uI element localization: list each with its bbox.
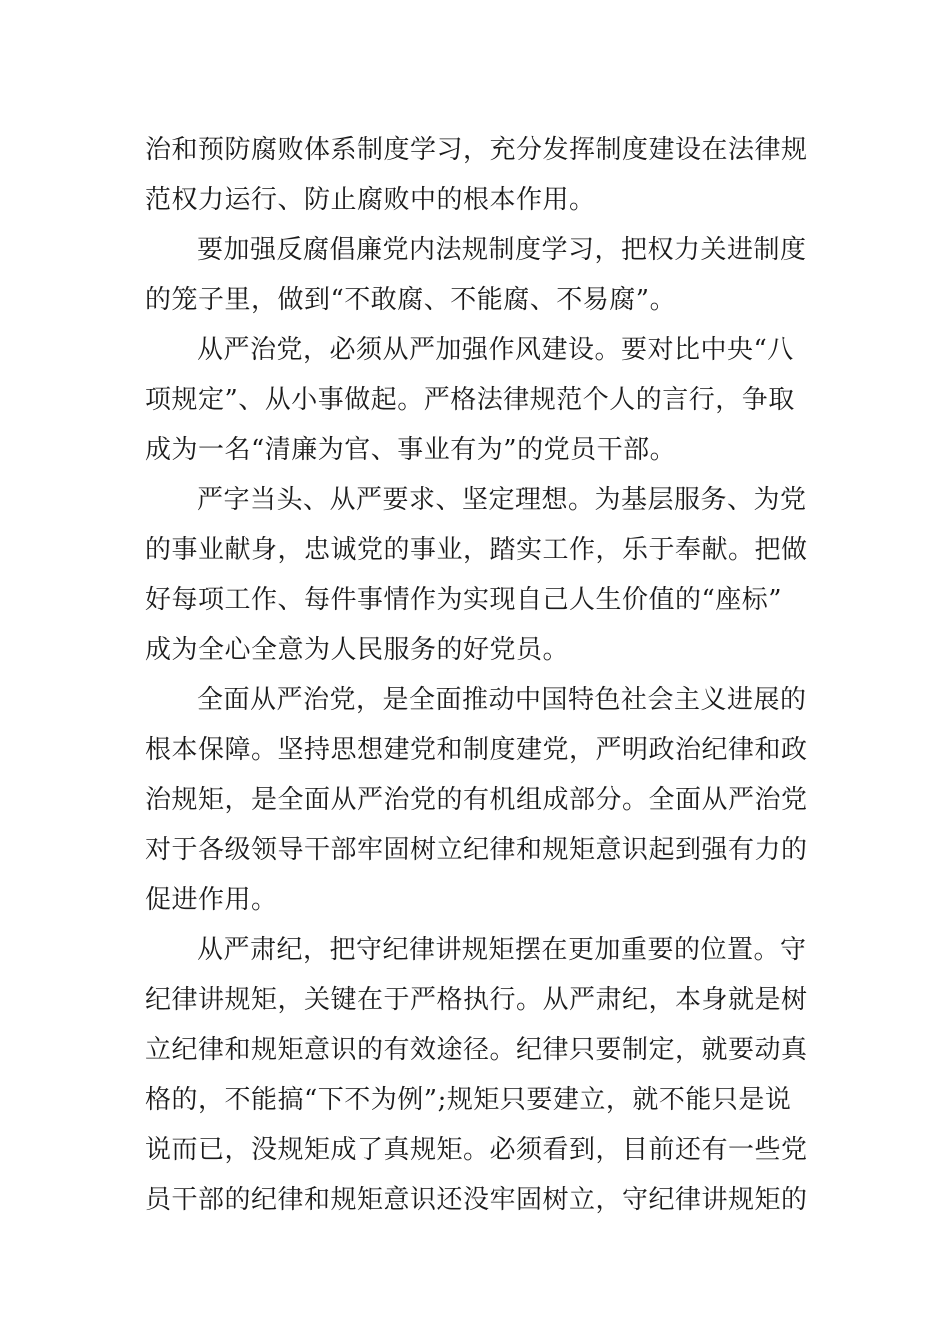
text-line: 治和预防腐败体系制度学习，充分发挥制度建设在法律规 (145, 135, 808, 165)
text-line: 治规矩，是全面从严治党的有机组成部分。全面从严治党 (145, 785, 808, 815)
text-line: 说而已，没规矩成了真规矩。必须看到，目前还有一些党 (145, 1135, 808, 1165)
text-line: 员干部的纪律和规矩意识还没牢固树立，守纪律讲规矩的 (145, 1185, 808, 1215)
text-line: 对于各级领导干部牢固树立纪律和规矩意识起到强有力的 (145, 835, 808, 865)
paragraph-start-line: 全面从严治党，是全面推动中国特色社会主义进展的 (197, 685, 807, 715)
text-line: 根本保障。坚持思想建党和制度建党，严明政治纪律和政 (145, 735, 808, 765)
paragraph-start-line: 从严肃纪，把守纪律讲规矩摆在更加重要的位置。守 (197, 935, 807, 965)
text-line: 成为全心全意为人民服务的好党员。 (145, 635, 570, 665)
text-line: 的事业献身，忠诚党的事业，踏实工作，乐于奉献。把做 (145, 535, 808, 565)
text-line: 促进作用。 (145, 885, 278, 915)
text-line: 项规定”、从小事做起。严格法律规范个人的言行，争取 (145, 385, 795, 415)
paragraph-start-line: 从严治党，必须从严加强作风建设。要对比中央“八 (197, 335, 794, 365)
text-line: 成为一名“清廉为官、事业有为”的党员干部。 (145, 435, 677, 465)
text-line: 格的，不能搞“下不为例”;规矩只要建立，就不能只是说 (145, 1085, 792, 1115)
text-line: 好每项工作、每件事情作为实现自己人生价值的“座标” (145, 585, 783, 615)
text-line: 的笼子里，做到“不敢腐、不能腐、不易腐”。 (145, 285, 677, 315)
paragraph-start-line: 要加强反腐倡廉党内法规制度学习，把权力关进制度 (197, 235, 807, 265)
text-line: 纪律讲规矩，关键在于严格执行。从严肃纪，本身就是树 (145, 985, 808, 1015)
paragraph-start-line: 严字当头、从严要求、坚定理想。为基层服务、为党 (197, 485, 807, 515)
text-line: 范权力运行、防止腐败中的根本作用。 (145, 185, 596, 215)
text-line: 立纪律和规矩意识的有效途径。纪律只要制定，就要动真 (145, 1035, 808, 1065)
